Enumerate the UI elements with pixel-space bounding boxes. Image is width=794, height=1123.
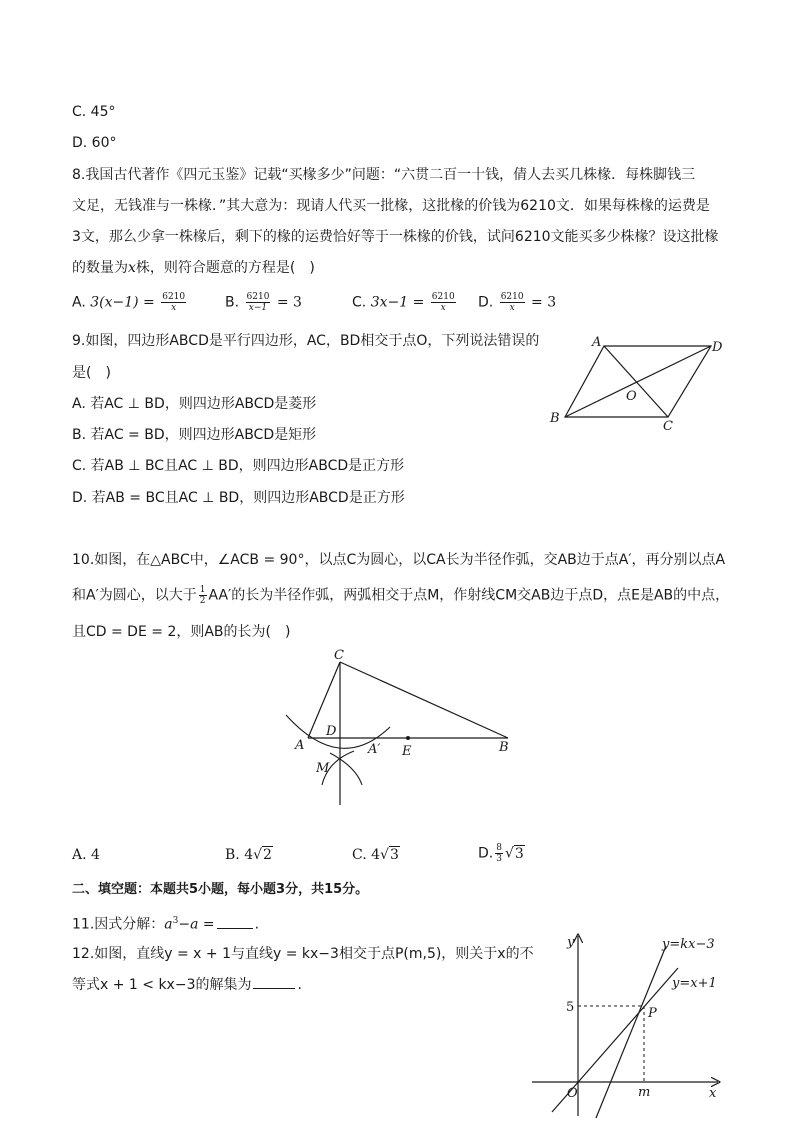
q9-option-c: C. 若AB ⊥ BC且AC ⊥ BD，则四边形ABCD是正方形 (72, 458, 405, 474)
q12-text-line-1: 12.如图，直线y = x + 1与直线y = kx−3相交于点P(m,5)，则关于x的不 (72, 946, 534, 962)
label-y-axis: y (567, 935, 575, 950)
q8-option-c: C. 3x−1 = $\frac{6210}{x}$ (352, 292, 455, 313)
label-o: O (626, 389, 637, 404)
q8-option-b: B. $\frac{6210}{x-1}$ = 3 (225, 292, 302, 313)
label-a: A (295, 738, 305, 753)
q8-text-line-1: 8.我国古代著作《四元玉鉴》记载“买椽多少”问题：“六贯二百一十钱，倩人去买几株椽．每株脚钱三 (72, 167, 696, 183)
label-x-axis: x (709, 1086, 717, 1101)
label-d: D (712, 340, 723, 355)
label-b: B (550, 411, 560, 426)
q9-parallelogram-figure (540, 330, 740, 440)
q10-triangle-figure (270, 645, 530, 815)
label-m: M (316, 761, 330, 776)
q7-option-d: D. 60° (72, 135, 117, 151)
label-line-x-plus-1: y=x+1 (672, 976, 717, 991)
q8-option-d: D. $\frac{6210}{x}$ = 3 (478, 292, 557, 313)
q12-text-line-2: 等式x + 1 < kx−3的解集为 . (72, 977, 302, 993)
q9-option-d: D. 若AB = BC且AC ⊥ BD，则四边形ABCD是正方形 (72, 490, 405, 506)
arc-centered-a (330, 753, 362, 785)
q8-text-line-4: 的数量为x株，则符合题意的方程是( ) (72, 260, 315, 276)
label-d: D (326, 724, 337, 739)
q8-text-line-3: 3文，那么少拿一株椽后，剩下的椽的运费恰好等于一株椽的价钱，试问6210文能买多少株椽？设这批椽 (72, 229, 719, 245)
q9-text-line-2: 是( ) (72, 365, 111, 381)
label-a: A (592, 335, 602, 350)
q10-text-line-3: 且CD = DE = 2，则AB的长为( ) (72, 624, 291, 640)
q10-option-c: C. 4√3 (352, 847, 399, 863)
q7-option-c: C. 45° (72, 104, 116, 120)
q10-option-a: A. 4 (72, 847, 100, 863)
q11-text: 11.因式分解：$a^3-a$ = . (72, 916, 260, 933)
label-m: m (638, 1085, 651, 1100)
q9-option-b: B. 若AC = BD，则四边形ABCD是矩形 (72, 427, 317, 443)
q12-graph-figure (528, 930, 728, 1120)
diagonal-ac (604, 346, 668, 417)
label-e: E (402, 744, 412, 759)
section-2-heading: 二、填空题：本题共5小题，每小题3分，共15分。 (72, 882, 369, 897)
q11-answer-blank[interactable] (217, 928, 253, 929)
q10-text-line-2: 和A′为圆心，以大于 $\frac{1}{2}$ AA′的长为半径作弧，两弧相交于点M，作射线CM交AB边于点D，点E是AB的中点， (72, 585, 730, 606)
label-b: B (499, 740, 509, 755)
label-p: P (648, 1006, 657, 1021)
line-y-eq-kx-minus-3 (596, 946, 666, 1118)
label-c: C (663, 419, 673, 434)
label-line-kx-minus-3: y=kx−3 (662, 937, 715, 952)
q10-text-line-1: 10.如图，在△ABC中，∠ACB = 90°，以点C为圆心，以CA长为半径作弧，交AB边于点A′，再分别以点A (72, 552, 726, 568)
point-e (406, 736, 410, 740)
q9-option-a: A. 若AC ⊥ BD，则四边形ABCD是菱形 (72, 396, 317, 412)
q8-option-a: A. 3(x−1) = $\frac{6210}{x}$ (72, 292, 186, 313)
q10-option-b: B. 4√2 (225, 847, 272, 863)
q12-answer-blank[interactable] (253, 988, 295, 989)
label-origin: O (567, 1086, 578, 1101)
q9-text-line-1: 9.如图，四边形ABCD是平行四边形，AC，BD相交于点O，下列说法错误的 (72, 333, 540, 349)
label-c: C (334, 648, 344, 663)
side-cb (340, 662, 508, 738)
label-a-prime: A′ (368, 742, 381, 757)
q8-text-line-2: 文足，无钱准与一株椽．”其大意为：现请人代买一批椽，这批椽的价钱为6210文．如果每株椽的运费是 (72, 198, 710, 214)
label-5: 5 (566, 1000, 575, 1015)
q10-option-d: D. $\frac{8}{3}$ √3 (478, 843, 524, 864)
